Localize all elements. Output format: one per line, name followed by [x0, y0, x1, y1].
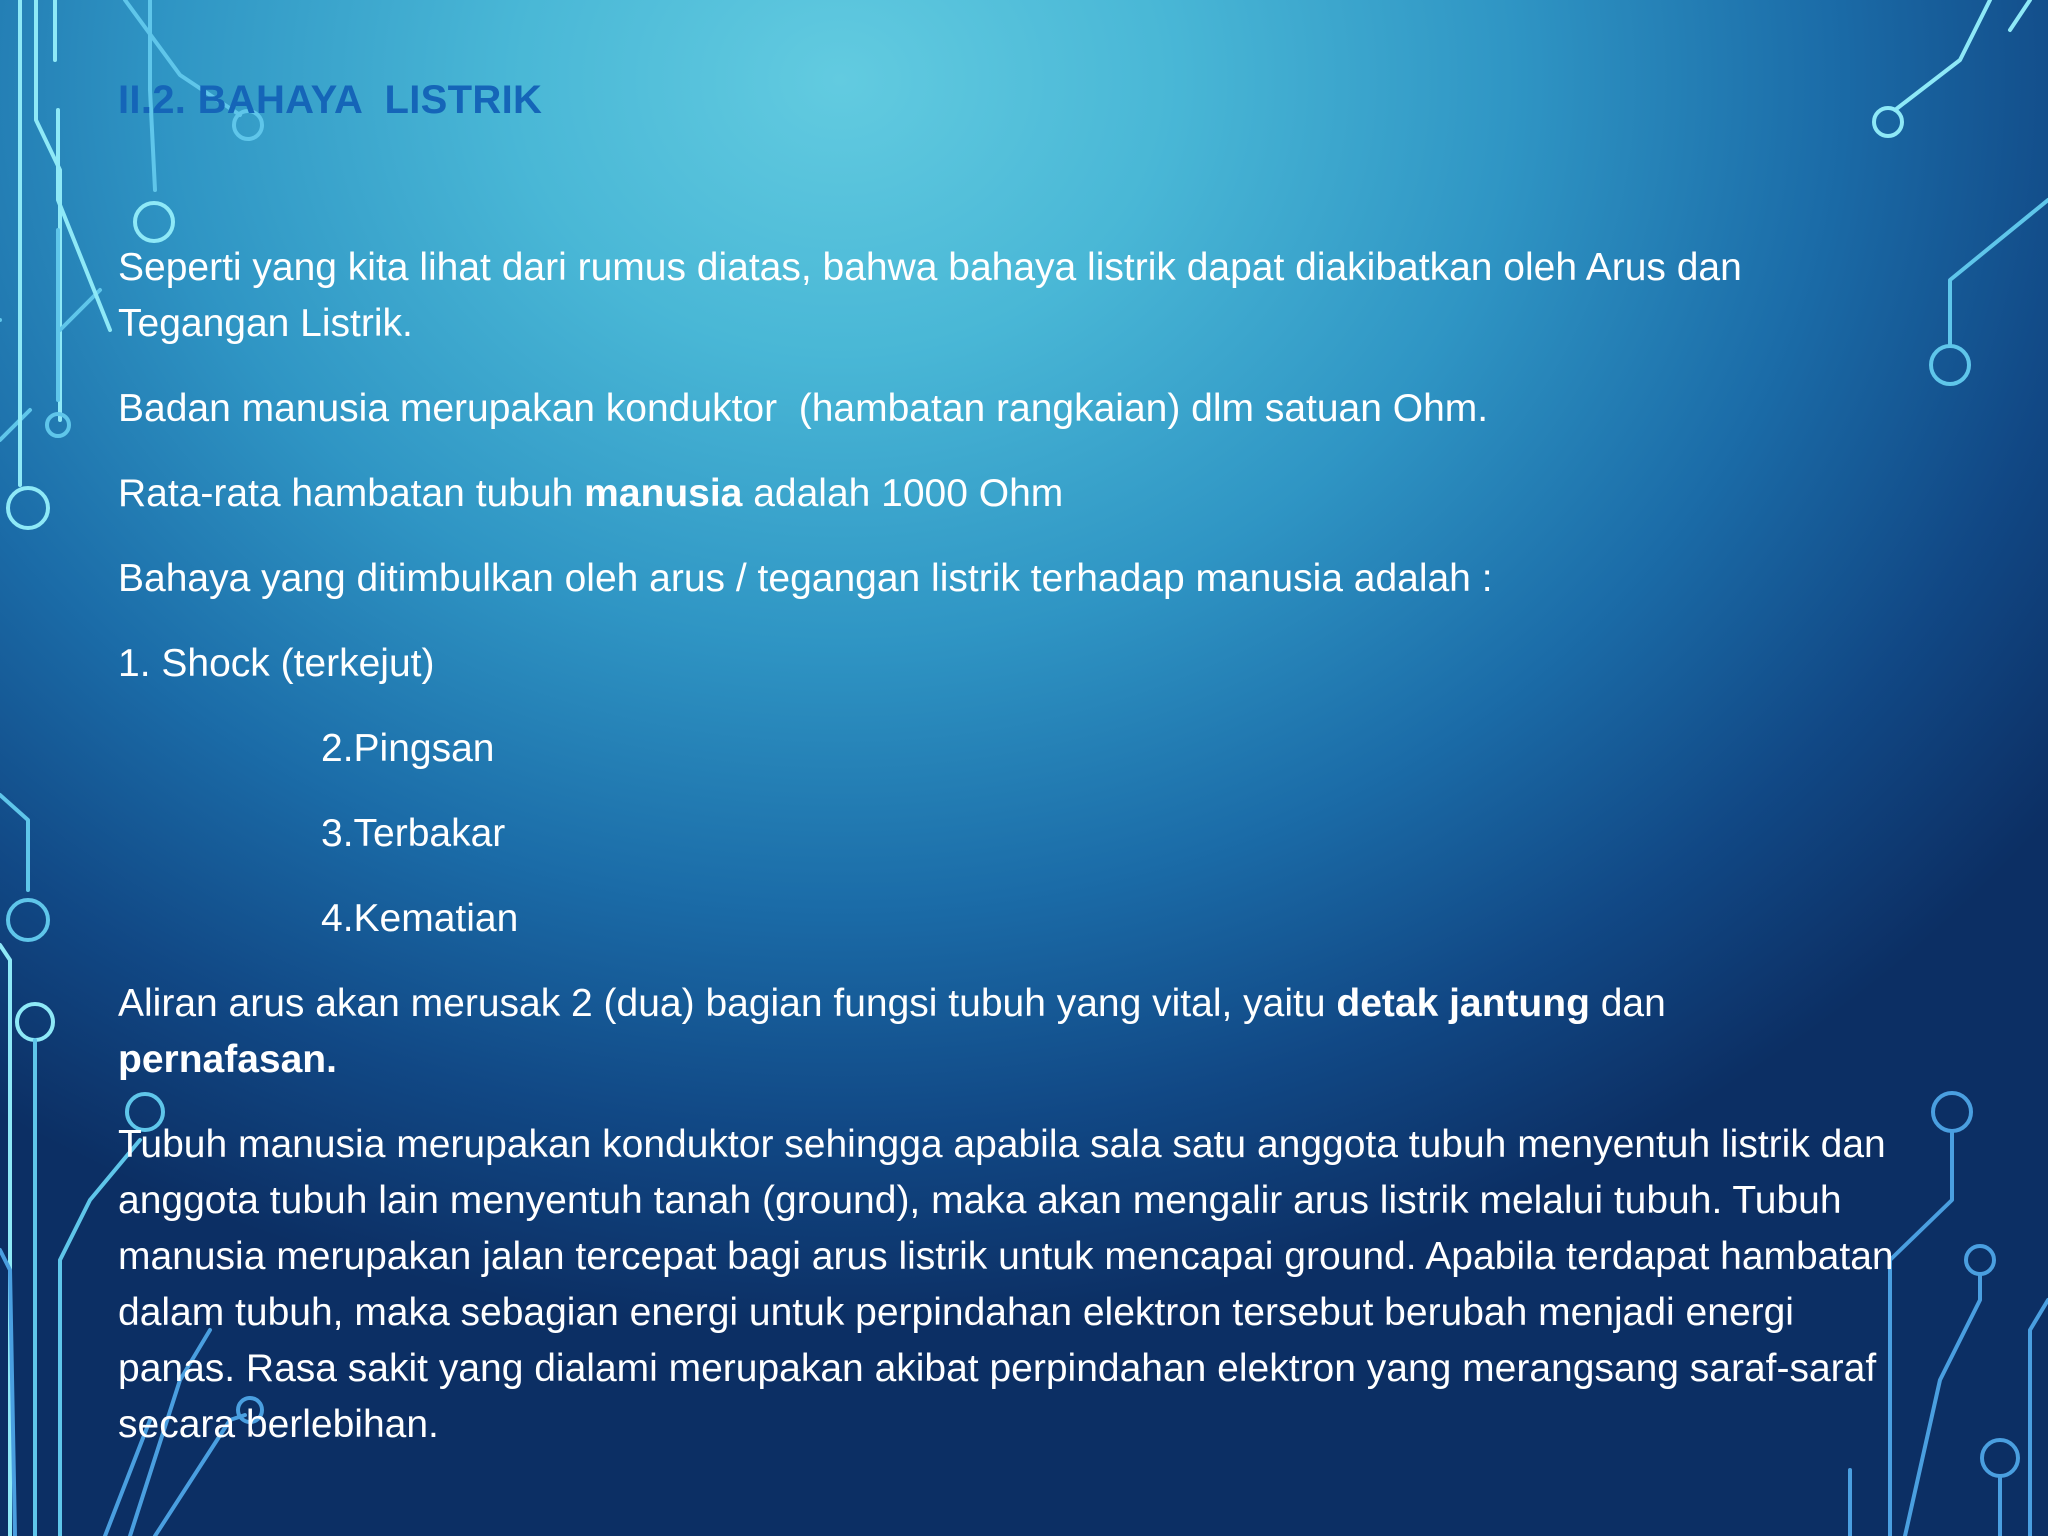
paragraph-body-conductor: Tubuh manusia merupakan konduktor sehingga apabila sala satu anggota tubuh menyentuh listrik dan anggota tubuh lain menyentuh tanah (ground), maka akan mengalir arus listrik melalui tubuh. Tubuh manusia merupakan jalan tercepat bagi arus listrik untuk mencapai ground. Apabila terdapat hambatan dalam tubuh, maka sebagian energi untuk perpindahan elektron tersebut berubah menjadi energi panas. Rasa sakit yang dialami merupakan akibat perpindahan elektron yang merangsang saraf-saraf secara berlebihan. — [118, 1123, 1905, 1446]
vital-text-bold-heartbeat: detak jantung — [1336, 982, 1590, 1025]
paragraph-dangers-intro: Bahaya yang ditimbulkan oleh arus / tegangan listrik terhadap manusia adalah : — [118, 557, 1493, 600]
vital-text-bold-breathing: pernafasan. — [118, 1038, 337, 1081]
paragraph-vital-functions — [118, 976, 1918, 1088]
list-item-pingsan: 2.Pingsan — [321, 727, 495, 770]
list-item-shock: 1. Shock (terkejut) — [118, 642, 435, 685]
list-item-kematian: 4.Kematian — [321, 897, 519, 940]
list-item-terbakar: 3.Terbakar — [321, 812, 506, 855]
resistance-text-bold: manusia — [584, 472, 743, 515]
vital-text-before: Aliran arus akan merusak 2 (dua) bagian fungsi tubuh yang vital, yaitu — [118, 982, 1337, 1025]
paragraph-conductor: Badan manusia merupakan konduktor (hambatan rangkaian) dlm satuan Ohm. — [118, 387, 1489, 430]
paragraph-intro: Seperti yang kita lihat dari rumus diatas, bahwa bahaya listrik dapat diakibatkan oleh Arus dan Tegangan Listrik. — [118, 246, 1752, 345]
vital-text-middle: dan — [1589, 982, 1677, 1025]
resistance-text-after: adalah 1000 Ohm — [742, 472, 1064, 515]
slide-content — [118, 240, 1918, 1482]
paragraph-resistance — [118, 466, 1918, 522]
resistance-text-before: Rata-rata hambatan tubuh — [118, 472, 585, 515]
slide-title: II.2. BAHAYA LISTRIK — [118, 78, 543, 122]
